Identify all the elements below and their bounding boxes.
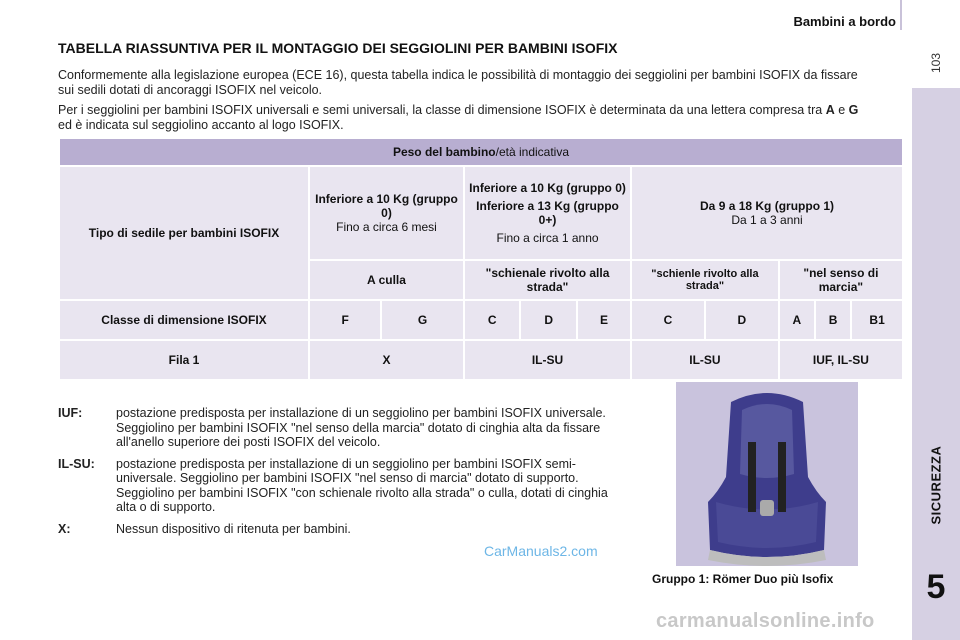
- weight-header-bold: Peso del bambino: [392, 145, 496, 159]
- definition-desc: postazione predisposta per installazione di un seggiolino per bambini ISOFIX universale. Seggiolino per bambini ISOFIX "nel senso della marcia" dotato di cinghia alta da fissare all'anello superiore dei posti ISOFIX del veicolo.: [116, 406, 606, 449]
- section-label: SICUREZZA: [928, 445, 944, 525]
- side-tab: [912, 0, 960, 640]
- intro-text-b: ed è indicata sul seggiolino accanto al logo ISOFIX.: [58, 118, 344, 132]
- intro-paragraph-1: Conformemente alla legislazione europea (ECE 16), questa tabella indica le possibilità di montaggio dei seggiolini per bambini ISOFIX da fissare sui sedili dotati di ancoraggi ISOFIX nel veicolo.: [58, 68, 858, 97]
- chapter-number: 5: [926, 568, 946, 606]
- divider: [900, 0, 902, 30]
- definitions: [58, 406, 618, 543]
- watermark-site: CarManuals2.com: [484, 543, 598, 559]
- group-0-title-b: Inferiore a 10 Kg (gruppo 0): [469, 181, 626, 195]
- definition-item: [58, 457, 618, 515]
- photo-caption: Gruppo 1: Römer Duo più Isofix: [652, 572, 834, 586]
- intro-paragraph-2: [58, 103, 868, 133]
- class-cell: B: [816, 301, 850, 339]
- group-1-age: Da 1 a 3 anni: [731, 213, 803, 227]
- row-value: X: [310, 341, 463, 379]
- child-seat-illustration: [676, 382, 858, 566]
- group-1-title: Da 9 a 18 Kg (gruppo 1): [700, 199, 835, 213]
- row-value: IL-SU: [632, 341, 778, 379]
- orientation-rivolto-small: "schienle rivolto alla strada": [632, 261, 778, 299]
- row-label: Fila 1: [60, 341, 308, 379]
- orientation-rivolto: "schienale rivolto alla strada": [465, 261, 630, 299]
- class-row: [60, 301, 902, 339]
- isofix-table: [58, 137, 904, 381]
- class-cell: A: [780, 301, 814, 339]
- group-0-age: Fino a circa 6 mesi: [336, 220, 437, 234]
- group-0plus-header: [465, 167, 630, 259]
- row-value: IL-SU: [465, 341, 630, 379]
- definition-term: IL-SU:: [58, 456, 95, 471]
- row-value: IUF, IL-SU: [780, 341, 902, 379]
- definition-item: [58, 406, 618, 450]
- class-cell: G: [382, 301, 463, 339]
- class-cell: B1: [852, 301, 902, 339]
- child-seat-photo: [676, 382, 858, 566]
- definition-term: IUF:: [58, 406, 83, 420]
- group-1-header: [632, 167, 902, 259]
- group-0plus-age: Fino a circa 1 anno: [496, 231, 599, 245]
- orientation-culla: A culla: [310, 261, 463, 299]
- class-cell: E: [578, 301, 630, 339]
- orientation-marcia: "nel senso di marcia": [780, 261, 902, 299]
- page-number: 103: [929, 52, 943, 74]
- group-0-title: Inferiore a 10 Kg (gruppo 0): [315, 192, 458, 220]
- seat-type-label: Tipo di sedile per bambini ISOFIX: [60, 167, 308, 299]
- class-cell: F: [310, 301, 380, 339]
- intro-text: [58, 68, 868, 138]
- group-0-header: [310, 167, 463, 259]
- header-title: Bambini a bordo: [793, 14, 896, 29]
- class-cell: D: [521, 301, 575, 339]
- group-header-row: [60, 167, 902, 259]
- table-header-row: [60, 139, 902, 165]
- fila-row: [60, 341, 902, 379]
- definition-item: [58, 522, 618, 537]
- class-cell: D: [706, 301, 778, 339]
- definition-desc: postazione predisposta per installazione di un seggiolino per bambini ISOFIX semi-universale. Seggiolino per bambini ISOFIX "nel senso di marcia" dotato di supporto. Seggiolino per bambini ISOFIX "con schienale rivolto alla strada" o culla, dotati di cinghia alta o di supporto.: [116, 456, 608, 514]
- page-title: TABELLA RIASSUNTIVA PER IL MONTAGGIO DEI SEGGIOLINI PER BAMBINI ISOFIX: [58, 40, 618, 56]
- definition-term: X:: [58, 521, 71, 536]
- group-0plus-title: Inferiore a 13 Kg (gruppo 0+): [476, 199, 619, 227]
- class-label: Classe di dimensione ISOFIX: [60, 301, 308, 339]
- letter-g: G: [848, 103, 859, 117]
- weight-header-rest: /età indicativa: [495, 145, 570, 159]
- intro-text-a: Per i seggiolini per bambini ISOFIX universali e semi universali, la classe di dimensione ISOFIX è determinata da una lettera compresa tra: [58, 103, 826, 117]
- letter-a: A: [825, 103, 835, 117]
- definition-desc: Nessun dispositivo di ritenuta per bambini.: [116, 521, 351, 536]
- weight-header: [60, 139, 902, 165]
- watermark-footer: carmanualsonline.info: [656, 610, 875, 632]
- class-cell: C: [465, 301, 519, 339]
- intro-text-e: e: [834, 103, 849, 117]
- class-cell: C: [632, 301, 704, 339]
